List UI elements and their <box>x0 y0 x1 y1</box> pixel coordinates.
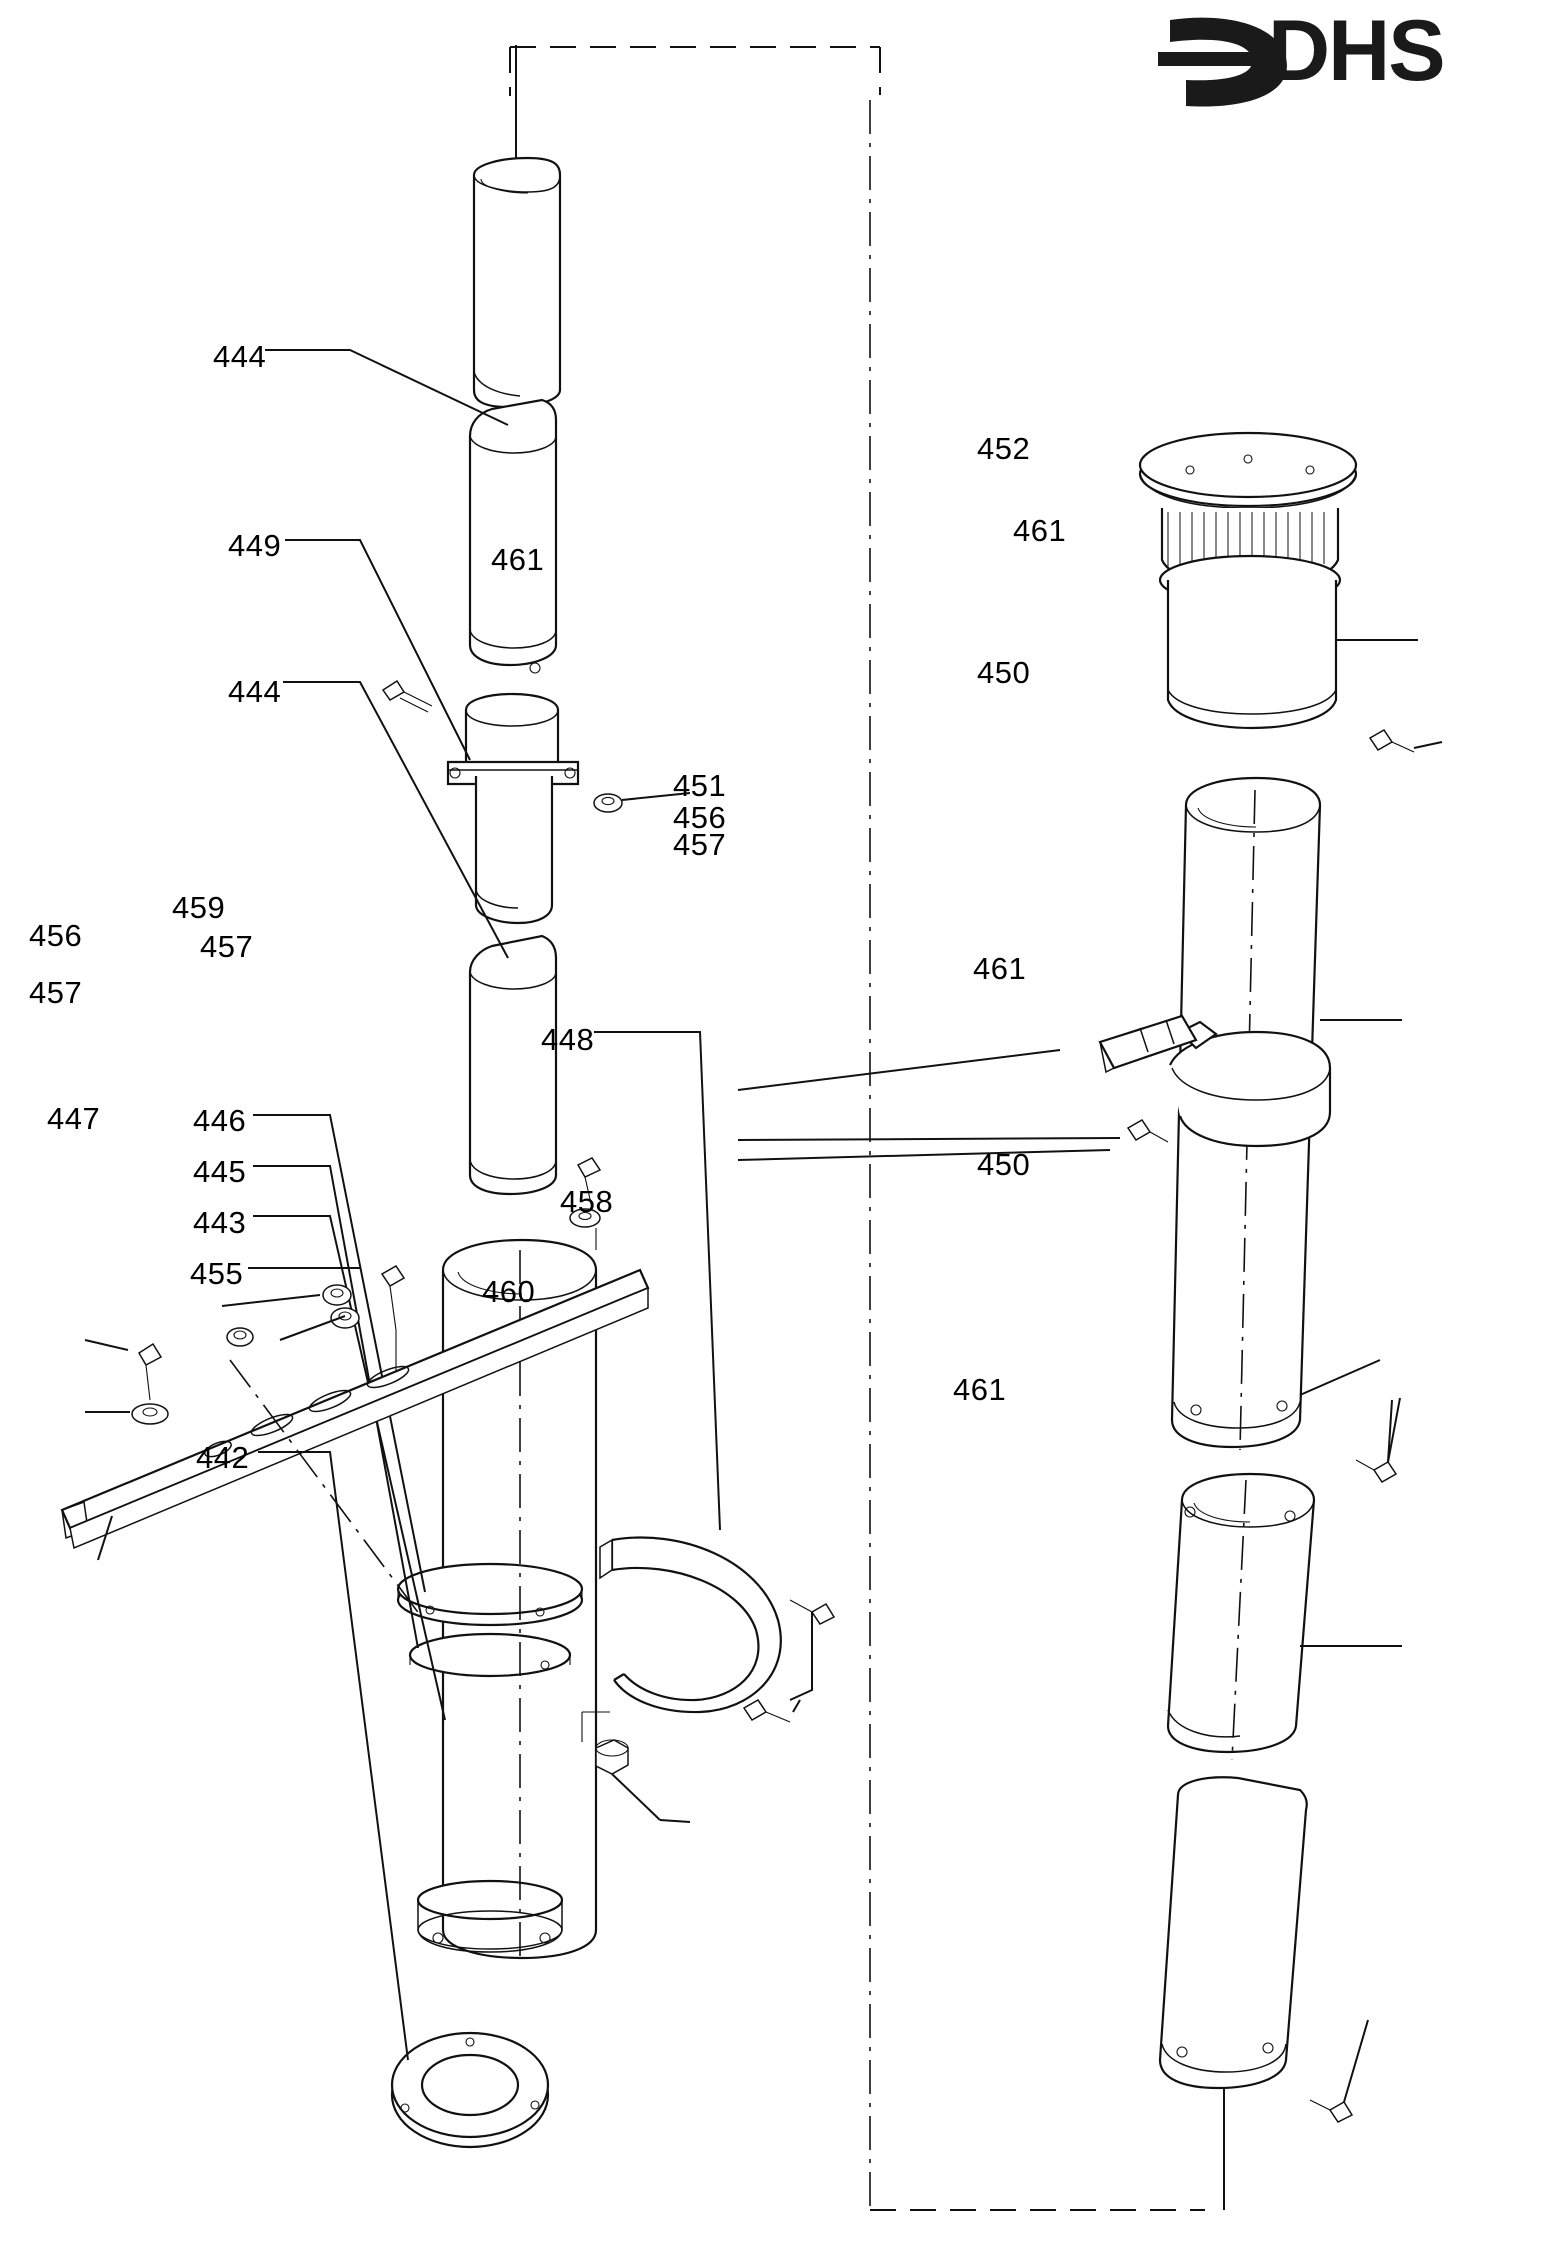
screw-461-mid <box>1356 1398 1400 1482</box>
callout-458: 458 <box>560 1184 614 1219</box>
callout-444-lower: 444 <box>228 674 282 709</box>
pipe-443-main <box>253 1115 596 1960</box>
pipe-450-lower <box>1168 1474 1402 1760</box>
callout-459: 459 <box>172 890 226 925</box>
screw-461-bottom <box>1310 2020 1368 2122</box>
callout-457-right: 457 <box>673 827 727 862</box>
callout-450-lower: 450 <box>977 1147 1031 1182</box>
callout-443: 443 <box>193 1205 247 1240</box>
pipe-bottom-right <box>1160 1777 1368 2210</box>
callout-461-c: 461 <box>973 951 1027 986</box>
callout-457-left: 457 <box>29 975 83 1010</box>
pipe-section-top <box>474 45 560 407</box>
callout-451: 451 <box>673 768 727 803</box>
callout-449: 449 <box>228 528 282 563</box>
dhs-logo <box>1148 3 1520 106</box>
callout-447: 447 <box>47 1101 101 1136</box>
callout-461-a: 461 <box>491 542 545 577</box>
callout-461-d: 461 <box>953 1372 1007 1407</box>
screw-456-457 <box>738 1120 1168 1142</box>
screw-461-left <box>383 681 432 712</box>
callout-450-upper: 450 <box>977 655 1031 690</box>
nut-460 <box>582 1712 690 1822</box>
callout-456-left: 456 <box>29 918 83 953</box>
callout-457-upper-left: 457 <box>200 929 254 964</box>
wall-bracket-451 <box>738 1016 1330 1160</box>
callout-455: 455 <box>190 1256 244 1291</box>
pipe-under-449 <box>476 776 552 923</box>
rain-cap-452 <box>1140 433 1442 752</box>
dhs-logo-text: DHS <box>1268 3 1444 99</box>
callout-444-upper: 444 <box>213 339 267 374</box>
callout-460: 460 <box>482 1274 536 1309</box>
callout-442: 442 <box>196 1440 250 1475</box>
strap-448 <box>594 1032 781 1712</box>
callout-456-right: 456 <box>673 800 727 835</box>
callout-448: 448 <box>541 1022 595 1057</box>
callout-445: 445 <box>193 1154 247 1189</box>
screw-461-cap <box>1370 730 1442 752</box>
callout-461-b: 461 <box>1013 513 1067 548</box>
callout-446: 446 <box>193 1103 247 1138</box>
callout-452: 452 <box>977 431 1031 466</box>
assembly-boundary-dashed <box>510 47 1205 2210</box>
